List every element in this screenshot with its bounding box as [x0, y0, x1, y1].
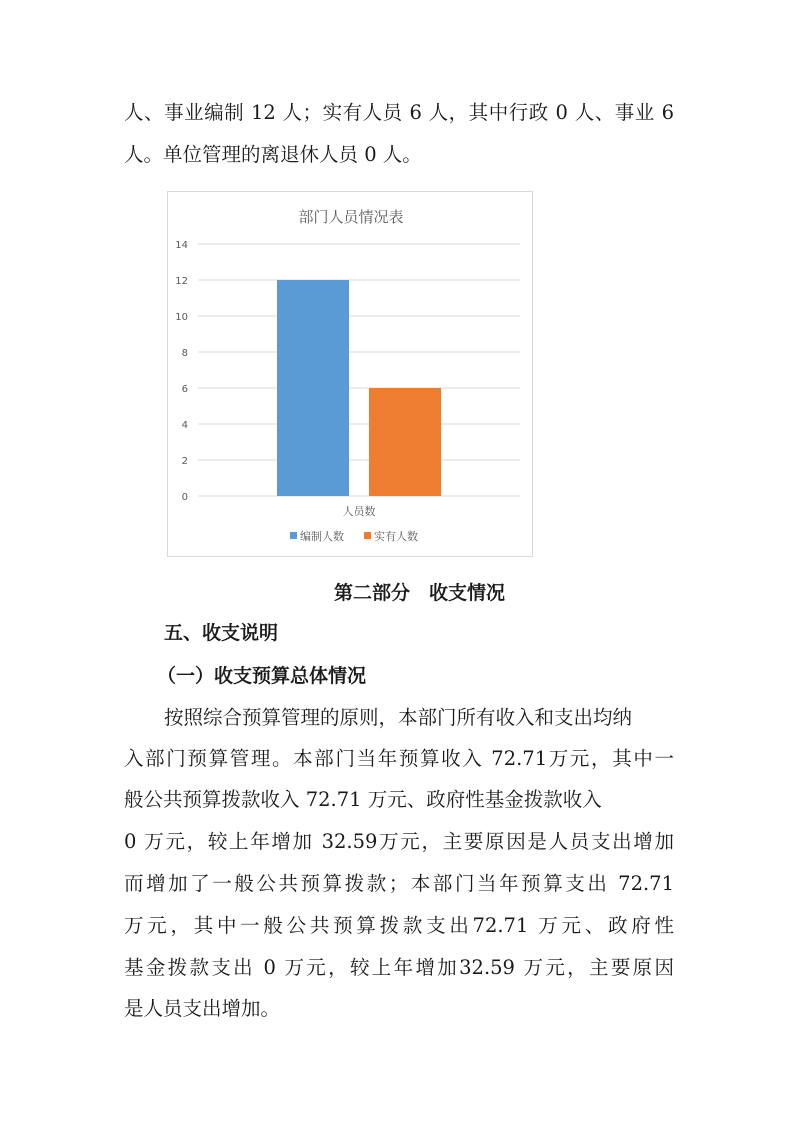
text-line: 入部门预算管理。本部门当年预算收入 72.71万元，其中一: [124, 747, 674, 770]
text-line: 按照综合预算管理的原则，本部门所有收入和支出均纳: [164, 706, 633, 729]
x-category-label: 人员数: [342, 505, 376, 518]
y-tick-label: 10: [175, 312, 188, 323]
text-line: 基金拨款支出 0 万元，较上年增加32.59 万元，主要原因: [124, 956, 674, 979]
y-tick-label: 0: [181, 492, 188, 503]
legend-swatch: [364, 532, 371, 539]
y-tick-label: 2: [181, 456, 188, 467]
bar-actual: [369, 388, 441, 496]
subsection-heading: （一）收支预算总体情况: [157, 665, 367, 687]
y-tick-label: 8: [181, 348, 188, 359]
chart-title: 部门人员情况表: [298, 208, 404, 226]
chart-canvas: [168, 192, 534, 558]
text-line: 般公共预算拨款收入 72.71 万元、政府性基金拨款收入: [124, 788, 602, 811]
y-tick-label: 4: [181, 420, 188, 431]
text-line: 0 万元，较上年增加 32.59万元，主要原因是人员支出增加: [124, 830, 674, 853]
y-tick-label: 12: [175, 276, 188, 287]
staff-chart: [167, 191, 533, 557]
section-heading: 五、收支说明: [164, 622, 279, 644]
text-line: 人。单位管理的离退休人员 0 人。: [124, 143, 422, 166]
legend-swatch: [290, 532, 297, 539]
y-tick-label: 14: [175, 240, 188, 251]
text-line: 人、事业编制 12 人；实有人员 6 人，其中行政 0 人、事业 6: [124, 101, 674, 124]
text-line: 而增加了一般公共预算拨款；本部门当年预算支出 72.71: [124, 872, 674, 895]
bar-authorized: [277, 280, 349, 496]
legend-label: 实有人数: [374, 530, 418, 543]
part-title: 第二部分 收支情况: [333, 582, 505, 604]
y-tick-label: 6: [181, 384, 188, 395]
text-line: 万元，其中一般公共预算拨款支出72.71 万元、政府性: [124, 914, 674, 937]
text-line: 是人员支出增加。: [124, 997, 281, 1020]
legend-label: 编制人数: [300, 530, 344, 543]
